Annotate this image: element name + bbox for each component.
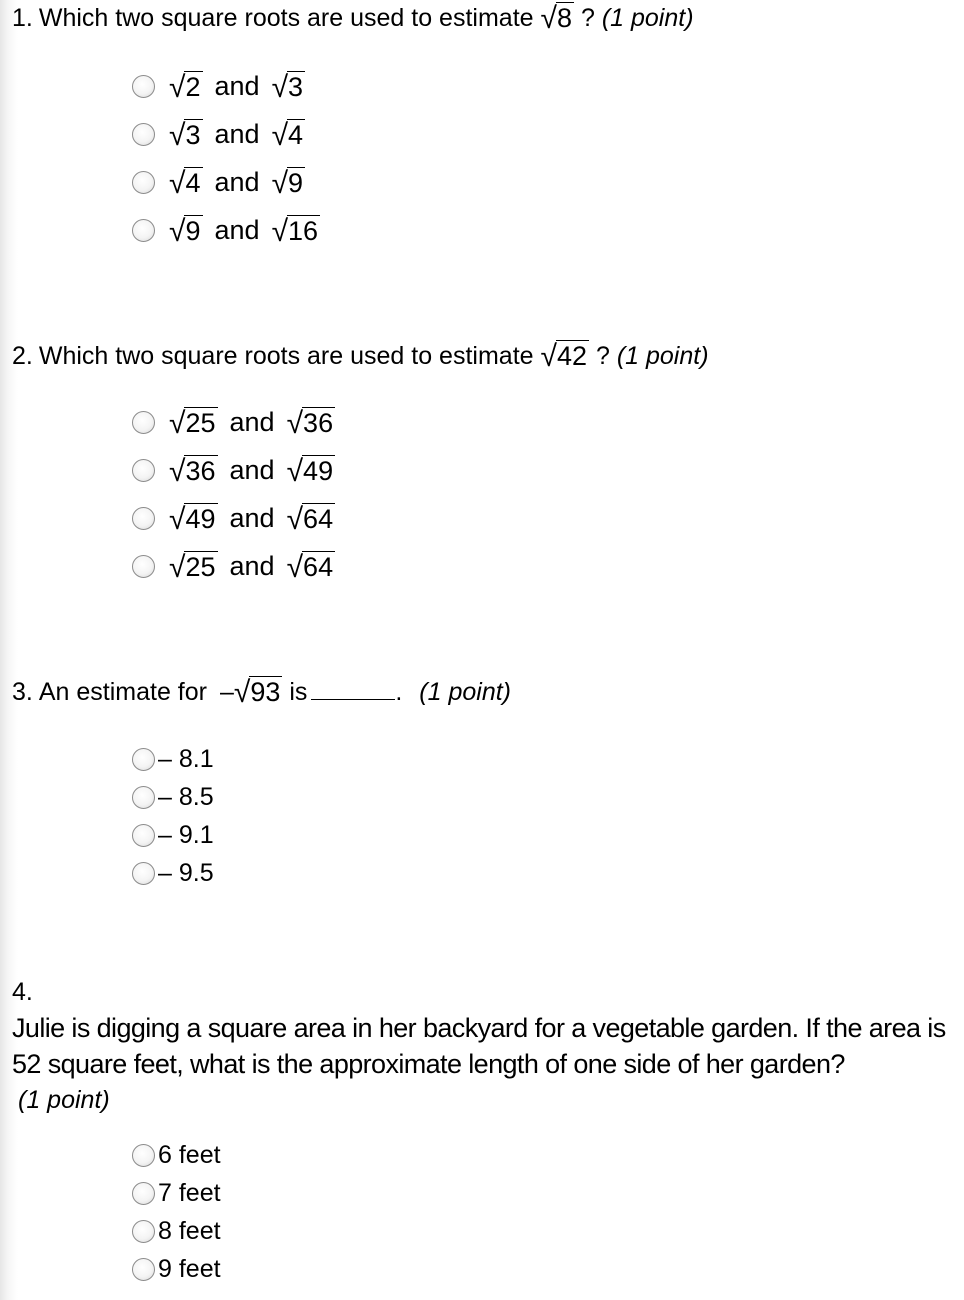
is-label: is: [289, 678, 308, 706]
option-label: 9 feet: [158, 1254, 221, 1283]
question-number: 1.: [12, 4, 33, 32]
negative-sign: –: [219, 678, 234, 706]
radicand: 8: [556, 3, 572, 33]
question-text: Which two square roots are used to estimate: [38, 342, 534, 370]
radical-sign: √: [169, 167, 186, 200]
answer-option[interactable]: [132, 740, 214, 778]
radical-expression: [540, 340, 590, 373]
question-1-options: [132, 62, 320, 254]
radicand: 49: [303, 456, 334, 486]
and-label: and: [229, 406, 275, 437]
radical-expression: [286, 455, 336, 488]
radical-expression: [286, 503, 336, 536]
radical-sign: √: [286, 455, 304, 488]
radical-expression: [169, 71, 203, 104]
radical-sign: √: [286, 503, 304, 536]
radical-expression: [169, 551, 218, 584]
answer-option[interactable]: [132, 446, 335, 494]
answer-option[interactable]: [132, 494, 335, 542]
question-3-options: [132, 740, 214, 892]
and-label: and: [214, 214, 260, 245]
radio-button[interactable]: [132, 1258, 155, 1281]
radicand: 49: [185, 504, 216, 534]
radio-button[interactable]: [132, 411, 155, 434]
option-label: 6 feet: [158, 1140, 221, 1169]
radical-sign: √: [169, 407, 186, 440]
radical-sign: √: [233, 676, 251, 709]
and-label: and: [229, 454, 275, 485]
radical-expression: [169, 215, 203, 248]
radical-sign: √: [169, 503, 186, 536]
radio-button[interactable]: [132, 748, 155, 771]
and-label: and: [214, 166, 260, 197]
radicand: 4: [288, 120, 304, 150]
radicand: 25: [185, 408, 216, 438]
radicand: 9: [288, 168, 304, 198]
radical-expression: [271, 71, 306, 104]
period: .: [395, 678, 403, 706]
radical-sign: √: [286, 407, 304, 440]
radical-expression: [233, 676, 283, 709]
question-4-options: [132, 1136, 221, 1288]
answer-option[interactable]: [132, 110, 320, 158]
radio-button[interactable]: [132, 555, 155, 578]
radicand: 93: [250, 677, 281, 707]
radicand: 64: [303, 504, 334, 534]
radical-expression: [271, 119, 306, 152]
radical-expression: [286, 407, 336, 440]
question-number: 2.: [12, 342, 33, 370]
radio-button[interactable]: [132, 459, 155, 482]
radicand: 3: [288, 72, 304, 102]
answer-option[interactable]: [132, 778, 214, 816]
question-text: Which two square roots are used to estimate: [38, 4, 534, 32]
answer-option[interactable]: [132, 1174, 221, 1212]
option-label: – 9.5: [158, 858, 214, 887]
option-label: – 8.5: [158, 782, 214, 811]
answer-blank: [311, 677, 395, 700]
radio-button[interactable]: [132, 862, 155, 885]
answer-option[interactable]: [132, 206, 320, 254]
points-label: (1 point): [419, 678, 512, 706]
radicand: 25: [185, 552, 216, 582]
radio-button[interactable]: [132, 1182, 155, 1205]
question-2-prompt: [12, 338, 709, 374]
radio-button[interactable]: [132, 171, 155, 194]
answer-option[interactable]: [132, 854, 214, 892]
radical-expression: [271, 167, 306, 200]
radical-sign: √: [169, 119, 186, 152]
option-label: – 8.1: [158, 744, 214, 773]
radical-expression: [169, 503, 218, 536]
radio-button[interactable]: [132, 1220, 155, 1243]
radio-button[interactable]: [132, 219, 155, 242]
radical-sign: √: [271, 119, 289, 152]
radicand: 3: [185, 120, 201, 150]
radical-sign: √: [169, 215, 186, 248]
answer-option[interactable]: [132, 542, 335, 590]
answer-option[interactable]: [132, 1136, 221, 1174]
radicand: 4: [185, 168, 201, 198]
question-3-prompt: [12, 674, 511, 710]
radio-button[interactable]: [132, 123, 155, 146]
question-1-prompt: [12, 0, 694, 36]
question-text-line-1: Julie is digging a square area in her backyard for a vegetable garden. If the area is: [12, 1013, 946, 1043]
radicand: 36: [185, 456, 216, 486]
question-text: An estimate for: [38, 678, 207, 706]
option-label: – 9.1: [158, 820, 214, 849]
radicand: 2: [185, 72, 201, 102]
radicand: 9: [185, 216, 201, 246]
question-number: 4.: [12, 978, 33, 1006]
radical-expression: [169, 167, 203, 200]
question-mark: ?: [580, 4, 595, 32]
and-label: and: [214, 118, 260, 149]
points-label: (1 point): [616, 342, 709, 370]
radical-expression: [169, 455, 218, 488]
radical-expression: [286, 551, 336, 584]
radical-expression: [169, 119, 203, 152]
question-text-line-2: 52 square feet, what is the approximate length of one side of her garden?: [12, 1049, 845, 1079]
points-label: (1 point): [18, 1086, 110, 1114]
answer-option[interactable]: [132, 1212, 221, 1250]
radical-sign: √: [271, 215, 289, 248]
radical-sign: √: [169, 71, 186, 104]
radicand: 16: [288, 216, 319, 246]
radical-expression: [169, 407, 218, 440]
and-label: and: [229, 550, 275, 581]
question-4-prompt: [12, 1010, 960, 1082]
radical-sign: √: [271, 71, 289, 104]
radio-button[interactable]: [132, 75, 155, 98]
radio-button[interactable]: [132, 1144, 155, 1167]
answer-option[interactable]: [132, 398, 335, 446]
answer-option[interactable]: [132, 1250, 221, 1288]
radio-button[interactable]: [132, 786, 155, 809]
radio-button[interactable]: [132, 507, 155, 530]
question-2-options: [132, 398, 335, 590]
radical-sign: √: [271, 167, 289, 200]
radical-sign: √: [540, 340, 557, 373]
radicand: 64: [303, 552, 334, 582]
question-number: 3.: [12, 678, 33, 706]
option-label: 7 feet: [158, 1178, 221, 1207]
radical-expression: [271, 215, 321, 248]
radicand: 42: [556, 341, 588, 371]
radical-sign: √: [169, 551, 186, 584]
answer-option[interactable]: [132, 62, 320, 110]
radical-sign: √: [286, 551, 304, 584]
answer-option[interactable]: [132, 158, 320, 206]
radical-sign: √: [540, 2, 557, 35]
radicand: 36: [303, 408, 334, 438]
points-label: (1 point): [601, 4, 694, 32]
option-label: 8 feet: [158, 1216, 221, 1245]
radical-sign: √: [169, 455, 186, 488]
and-label: and: [214, 70, 260, 101]
question-mark: ?: [595, 342, 610, 370]
radio-button[interactable]: [132, 824, 155, 847]
and-label: and: [229, 502, 275, 533]
answer-option[interactable]: [132, 816, 214, 854]
radical-expression: [540, 2, 575, 35]
